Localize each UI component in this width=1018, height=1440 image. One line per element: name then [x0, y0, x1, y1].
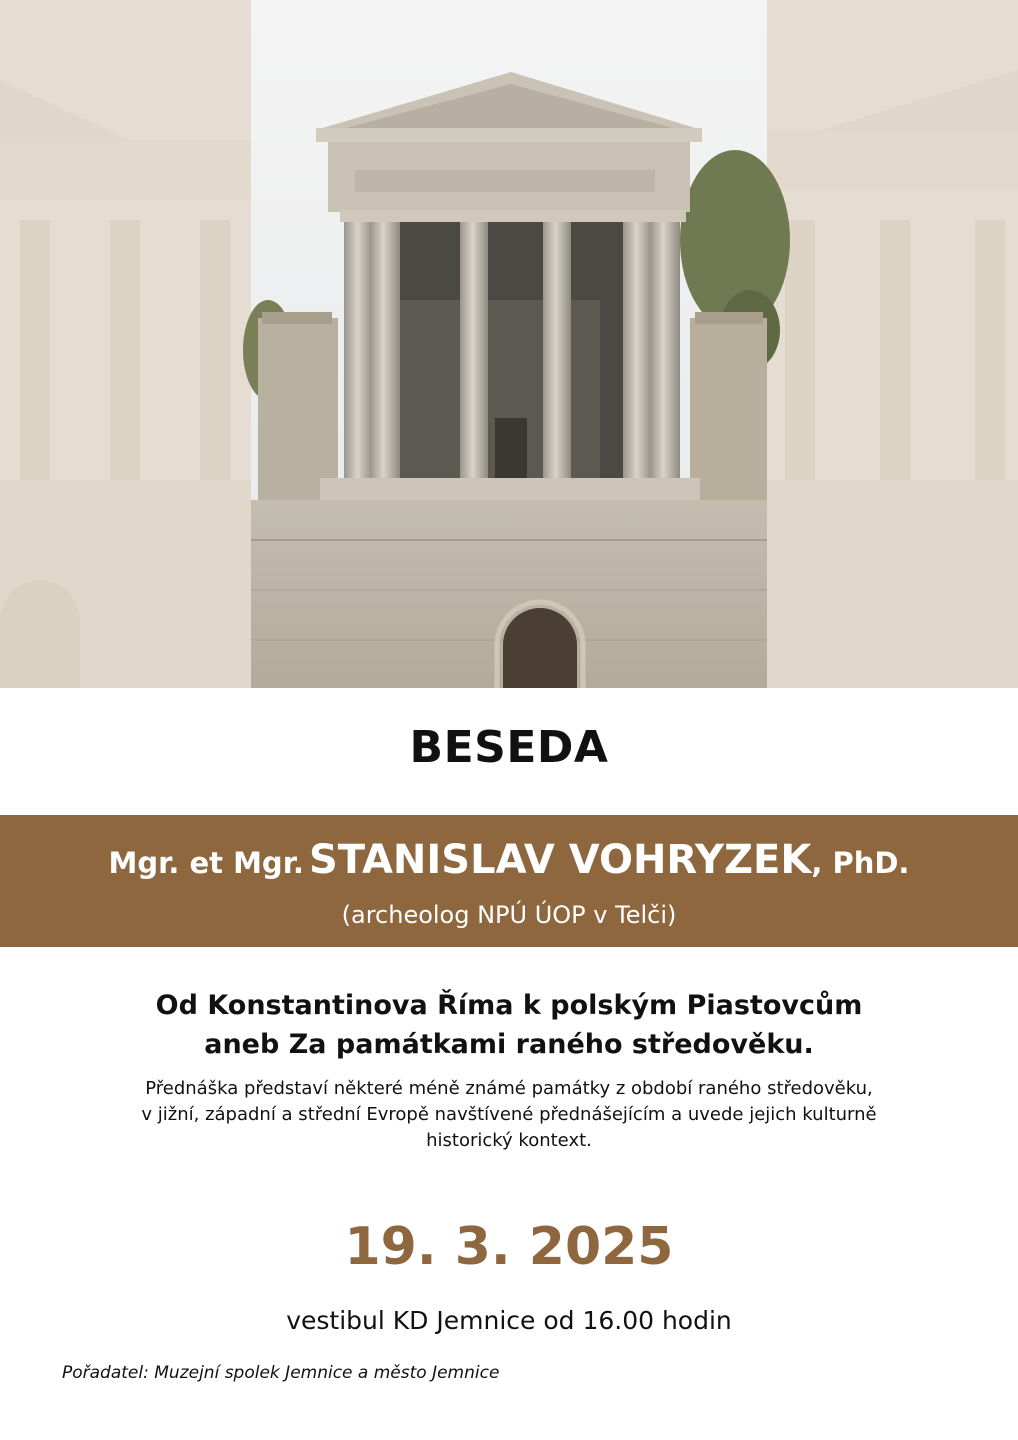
event-venue: vestibul KD Jemnice od 16.00 hodin: [286, 1306, 732, 1335]
topic-line-2: aneb Za památkami raného středověku.: [204, 1029, 814, 1060]
temple-illustration: [0, 0, 1018, 688]
speaker-degree-suffix: , PhD.: [811, 846, 910, 880]
organizer-note: Pořadatel: Muzejní spolek Jemnice a město Jemnice: [62, 1363, 500, 1383]
event-type-heading: BESEDA: [409, 722, 609, 773]
description-line-2: v jižní, západní a střední Evropě navštívené přednášejícím a uvede jejich kulturně: [141, 1104, 877, 1125]
event-date: 19. 3. 2025: [344, 1217, 674, 1277]
hero-image-area: [0, 0, 1018, 688]
description-line-3: historický kontext.: [426, 1130, 592, 1151]
topic-line-1: Od Konstantinova Říma k polským Piastovcům: [155, 990, 863, 1021]
speaker-name: STANISLAV VOHRYZEK: [308, 837, 812, 883]
speaker-name-line: [0, 837, 1018, 883]
right-faded-panel: [767, 0, 1018, 688]
speaker-band: [0, 815, 1018, 947]
speaker-affiliation: (archeolog NPÚ ÚOP v Telči): [341, 901, 677, 929]
speaker-degree-prefix: Mgr. et Mgr.: [108, 846, 304, 880]
lecture-topic: [0, 986, 1018, 1064]
left-faded-panel: [0, 0, 251, 688]
description-line-1: Přednáška představí některé méně známé památky z období raného středověku,: [145, 1078, 873, 1099]
lecture-description: [60, 1076, 958, 1154]
temple-photo: [243, 0, 790, 688]
